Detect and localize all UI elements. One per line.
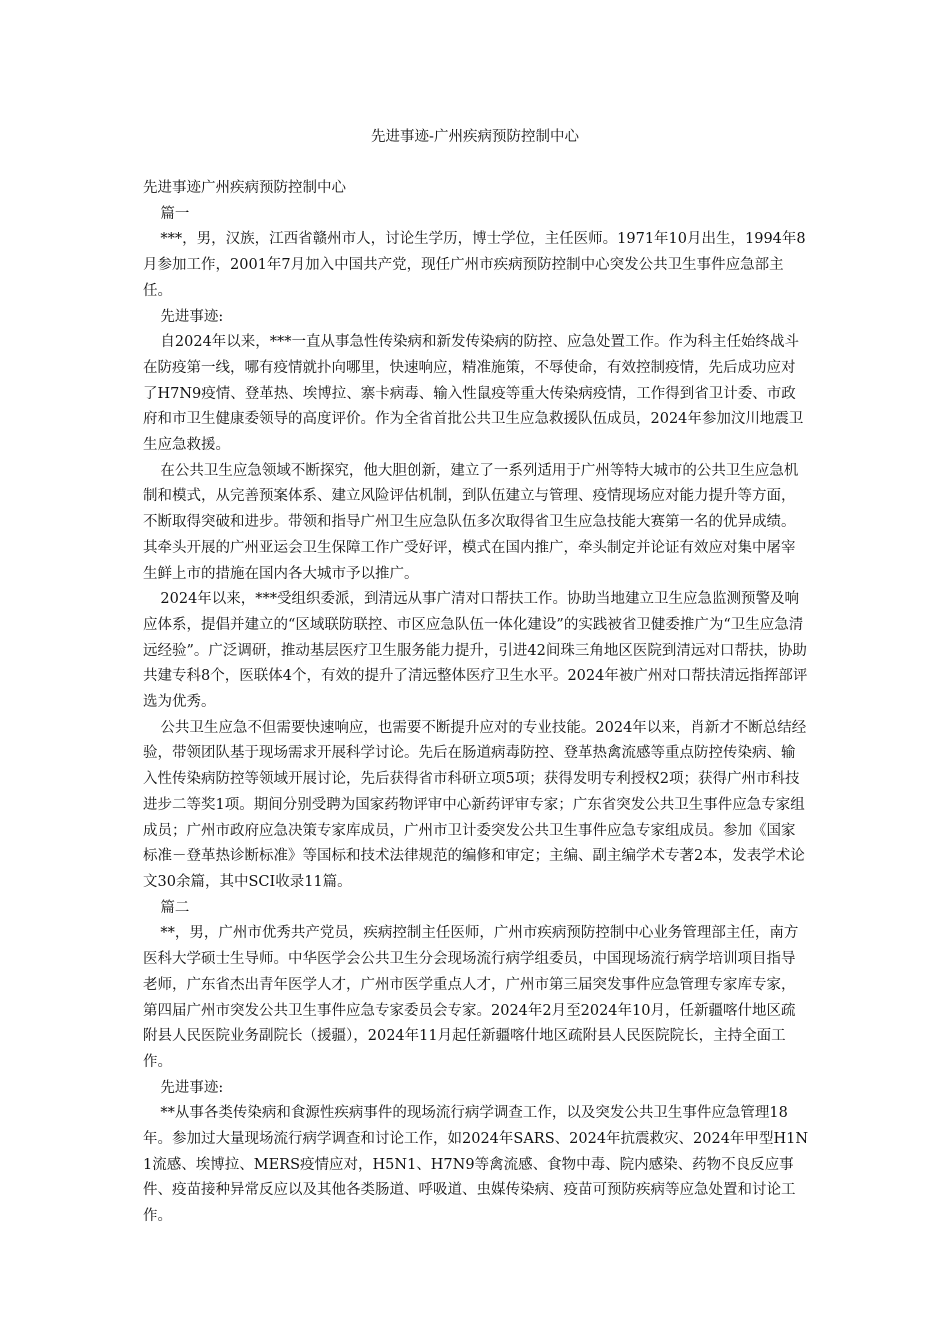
section1-subheading: 先进事迹: (160, 308, 224, 325)
section2-paragraph-2: **从事各类传染病和食源性疾病事件的现场流行病学调查工作，以及突发公共卫生事件应急管理18年。参加过大量现场流行病学调查和讨论工作，如2024年SARS、2024年抗震救灾、2024年甲型H1N1流感、埃博拉、MERS疫情应对，H5N1、H7N9等禽流感、食物中毒、院内感染、药物不良反应事件、疫苗接种异常反应以及其他各类肠道、呼吸道、虫媒传染病、疫苗可预防疾病等应急处置和讨论工作。 (143, 1105, 809, 1225)
section-label-2: 篇二 (160, 899, 190, 916)
section2-subheading: 先进事迹: (160, 1079, 224, 1096)
section1-paragraph-5: 公共卫生应急不但需要快速响应，也需要不断提升应对的专业技能。2024年以来，肖新才不断总结经验，带领团队基于现场需求开展科学讨论。先后在肠道病毒防控、登革热禽流感等重点防控传染病、输入性传染病防控等领域开展讨论，先后获得省市科研立项5项；获得发明专利授权2项；获得广州市科技进步二等奖1项。期间分别受聘为国家药物评审中心新药评审专家；广东省突发公共卫生事件应急专家组成员；广州市政府应急决策专家库成员，广州市卫计委突发公共卫生事件应急专家组成员。参加《国家标准－登革热诊断标准》等国标和技术法律规范的编修和审定；主编、副主编学术专著2本，发表学术论文30余篇，其中SCI收录11篇。 (143, 719, 807, 890)
document-title: 先进事迹-广州疾病预防控制中心 (371, 129, 579, 145)
section1-paragraph-2: 自2024年以来，***一直从事急性传染病和新发传染病的防控、应急处置工作。作为科主任始终战斗在防疫第一线，哪有疫情就扑向哪里，快速响应，精准施策，不辱使命，有效控制疫情，先后成功应对了H7N9疫情、登革热、埃博拉、寨卡病毒、输入性鼠疫等重大传染病疫情，工作得到省卫计委、市政府和市卫生健康委领导的高度评价。作为全省首批公共卫生应急救援队伍成员，2024年参加汶川地震卫生应急救援。 (143, 334, 804, 454)
document-body (143, 176, 808, 1230)
section2-paragraph-1: **，男，广州市优秀共产党员，疾病控制主任医师，广州市疾病预防控制中心业务管理部主任，南方医科大学硕士生导师。中华医学会公共卫生分会现场流行病学组委员，中国现场流行病学培训项目指导老师，广东省杰出青年医学人才，广州市医学重点人才，广州市第三届突发事件应急管理专家库专家，第四届广州市突发公共卫生事件应急专家委员会专家。2024年2月至2024年10月，任新疆喀什地区疏附县人民医院业务副院长（援疆），2024年11月起任新疆喀什地区疏附县人民医院院长，主持全面工作。 (143, 925, 799, 1070)
section-label-1: 篇一 (160, 205, 190, 222)
document-heading: 先进事迹广州疾病预防控制中心 (143, 180, 346, 196)
section1-paragraph-3: 在公共卫生应急领域不断探究，他大胆创新，建立了一系列适用于广州等特大城市的公共卫生应急机制和模式，从完善预案体系、建立风险评估机制，到队伍建立与管理、疫情现场应对能力提升等方面，不断取得突破和进步。带领和指导广州卫生应急队伍多次取得省卫生应急技能大赛第一名的优异成绩。其牵头开展的广州亚运会卫生保障工作广受好评，模式在国内推广，牵头制定并论证有效应对集中屠宰生鲜上市的措施在国内各大城市予以推广。 (143, 462, 799, 582)
section1-paragraph-1: ***，男，汉族，江西省赣州市人，讨论生学历，博士学位，主任医师。1971年10月出生，1994年8月参加工作，2001年7月加入中国共产党，现任广州市疾病预防控制中心突发公共卫生事件应急部主任。 (143, 231, 806, 299)
section1-paragraph-4: 2024年以来，***受组织委派，到清远从事广清对口帮扶工作。协助当地建立卫生应急监测预警及响应体系，提倡并建立的“区域联防联控、市区应急队伍一体化建设”的实践被省卫健委推广为“卫生应急清远经验”。广泛调研，推动基层医疗卫生服务能力提升，引进42间珠三角地区医院到清远对口帮扶，协助共建专科8个，医联体4个，有效的提升了清远整体医疗卫生水平。2024年被广州对口帮扶清远指挥部评选为优秀。 (143, 591, 808, 711)
